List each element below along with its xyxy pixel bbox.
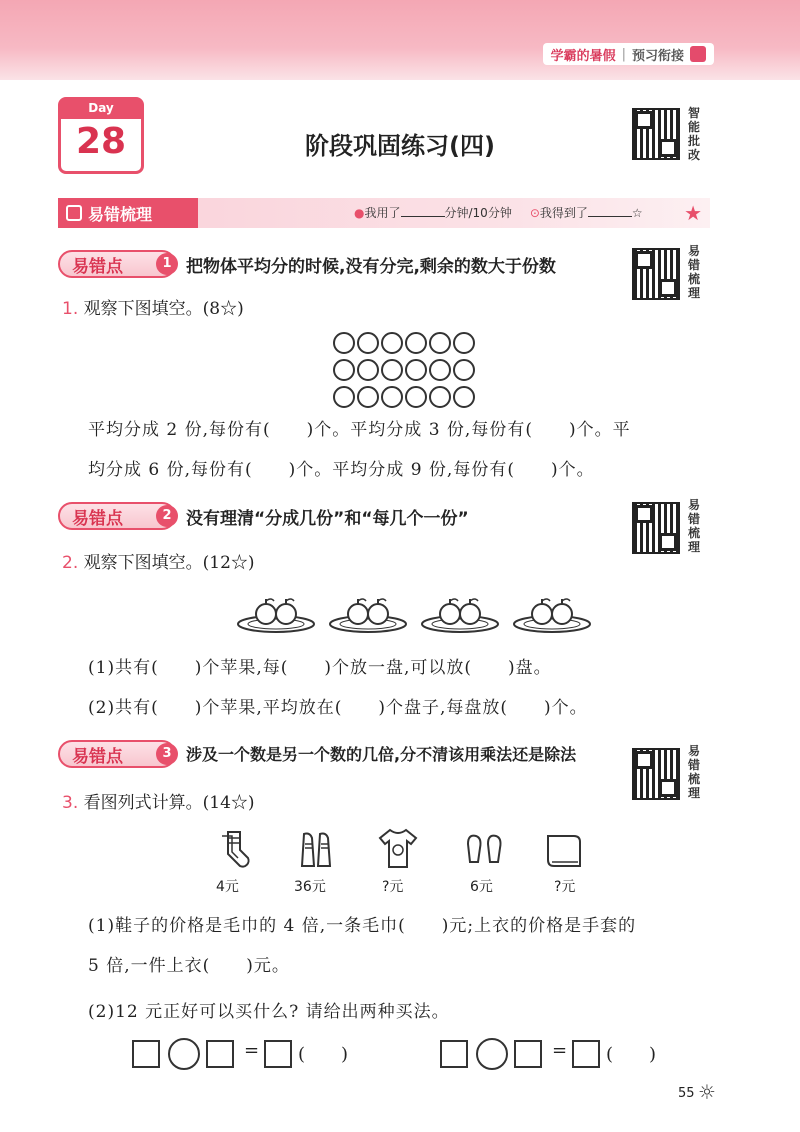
circle-item xyxy=(453,332,475,354)
qr-label-review: 易错梳理 xyxy=(688,744,701,800)
question-1-line-1: 平均分成 2 份,每份有( )个。平均分成 3 份,每份有( )个。平 xyxy=(88,420,631,440)
section-label: 易错梳理 xyxy=(58,198,198,228)
answer-box[interactable] xyxy=(132,1040,160,1068)
answer-box[interactable] xyxy=(440,1040,468,1068)
series-tag xyxy=(543,43,714,65)
series-separator: | xyxy=(621,46,626,62)
qr-code-icon[interactable] xyxy=(632,108,680,160)
question-3-prompt: 3. 看图列式计算。(14☆) xyxy=(62,793,255,813)
apple-plate-icon xyxy=(328,594,408,634)
time-blank[interactable] xyxy=(401,216,445,217)
circle-item xyxy=(333,332,355,354)
answer-box[interactable] xyxy=(206,1040,234,1068)
page-number: 55 xyxy=(678,1086,695,1101)
price-label: 4元 xyxy=(216,879,239,895)
series-name: 学霸的暑假 xyxy=(550,48,616,64)
circle-item xyxy=(333,359,355,381)
series-subtitle: 预习衔接 xyxy=(631,48,684,64)
qr-code-icon[interactable] xyxy=(632,502,680,554)
list-icon xyxy=(66,205,82,221)
circle-item xyxy=(429,332,451,354)
question-1-prompt: 1. 观察下图填空。(8☆) xyxy=(62,299,244,319)
shirt-icon xyxy=(376,826,420,870)
answer-box[interactable] xyxy=(264,1040,292,1068)
header-band xyxy=(0,0,800,80)
qr-label-grading: 智能批改 xyxy=(688,106,701,162)
circle-item xyxy=(405,332,427,354)
answer-box[interactable] xyxy=(572,1040,600,1068)
score-timer xyxy=(354,204,643,221)
equals-sign: = xyxy=(552,1040,568,1061)
circle-item xyxy=(333,386,355,408)
circle-item xyxy=(453,386,475,408)
towel-icon xyxy=(542,828,586,872)
question-3-line-3: (2)12 元正好可以买什么? 请给出两种买法。 xyxy=(88,1002,450,1022)
apple-plate-icon xyxy=(512,594,592,634)
circle-item xyxy=(357,386,379,408)
question-3-line-2: 5 倍,一件上衣( )元。 xyxy=(88,956,290,976)
equals-sign: = xyxy=(244,1040,260,1061)
circle-item xyxy=(429,359,451,381)
clock-icon: ● xyxy=(354,206,365,220)
check-icon: ⊙ xyxy=(529,206,540,220)
sock-icon xyxy=(214,828,258,872)
stars-blank[interactable] xyxy=(588,216,632,217)
circle-item xyxy=(381,386,403,408)
book-icon xyxy=(690,46,706,62)
circle-item xyxy=(357,332,379,354)
error-number-1: 1 xyxy=(156,253,178,275)
circle-item xyxy=(405,386,427,408)
error-point-tag-1: 易错点 1 xyxy=(58,250,176,278)
qr-code-icon[interactable] xyxy=(632,248,680,300)
unit-paren[interactable]: ( ) xyxy=(298,1044,349,1065)
day-label: Day xyxy=(58,97,144,119)
gloves-icon xyxy=(462,830,506,874)
error-point-title-3: 涉及一个数是另一个数的几倍,分不清该用乘法还是除法 xyxy=(186,745,577,764)
error-point-title-1: 把物体平均分的时候,没有分完,剩余的数大于份数 xyxy=(186,257,556,277)
unit-paren[interactable]: ( ) xyxy=(606,1044,657,1065)
circle-item xyxy=(381,332,403,354)
operator-circle[interactable] xyxy=(168,1038,200,1070)
error-point-tag-3: 易错点 3 xyxy=(58,740,176,768)
circle-group xyxy=(333,332,475,408)
qr-label-review: 易错梳理 xyxy=(688,498,701,554)
answer-box[interactable] xyxy=(514,1040,542,1068)
star-icon: ★ xyxy=(684,201,702,225)
error-point-tag-2: 易错点 2 xyxy=(58,502,176,530)
question-2-line-1: (1)共有( )个苹果,每( )个放一盘,可以放( )盘。 xyxy=(88,658,552,678)
page-title: 阶段巩固练习(四) xyxy=(305,132,495,160)
qr-label-review: 易错梳理 xyxy=(688,244,701,300)
apple-plate-icon xyxy=(236,594,316,634)
shoes-icon xyxy=(294,828,338,872)
error-point-title-2: 没有理清“分成几份”和“每几个一份” xyxy=(186,509,469,529)
question-2-line-2: (2)共有( )个苹果,平均放在( )个盘子,每盘放( )个。 xyxy=(88,698,588,718)
error-number-2: 2 xyxy=(156,505,178,527)
circle-item xyxy=(357,359,379,381)
question-3-line-1: (1)鞋子的价格是毛巾的 4 倍,一条毛巾( )元;上衣的价格是手套的 xyxy=(88,916,637,936)
price-label: 6元 xyxy=(470,879,493,895)
circle-item xyxy=(429,386,451,408)
error-number-3: 3 xyxy=(156,743,178,765)
price-label: ?元 xyxy=(382,879,404,895)
apple-plate-icon xyxy=(420,594,500,634)
circle-item xyxy=(405,359,427,381)
circle-item xyxy=(381,359,403,381)
qr-code-icon[interactable] xyxy=(632,748,680,800)
price-label: 36元 xyxy=(294,879,326,895)
question-1-line-2: 均分成 6 份,每份有( )个。平均分成 9 份,每份有( )个。 xyxy=(88,460,595,480)
question-2-prompt: 2. 观察下图填空。(12☆) xyxy=(62,553,255,573)
operator-circle[interactable] xyxy=(476,1038,508,1070)
price-label: ?元 xyxy=(554,879,576,895)
day-number: 28 xyxy=(75,121,127,162)
sun-icon: ☼ xyxy=(698,1080,716,1104)
time-used: ●我用了 分钟/10分钟 xyxy=(354,206,512,220)
stars-got: ⊙我得到了 ☆ xyxy=(529,206,643,220)
circle-item xyxy=(453,359,475,381)
section-bar xyxy=(58,198,710,228)
